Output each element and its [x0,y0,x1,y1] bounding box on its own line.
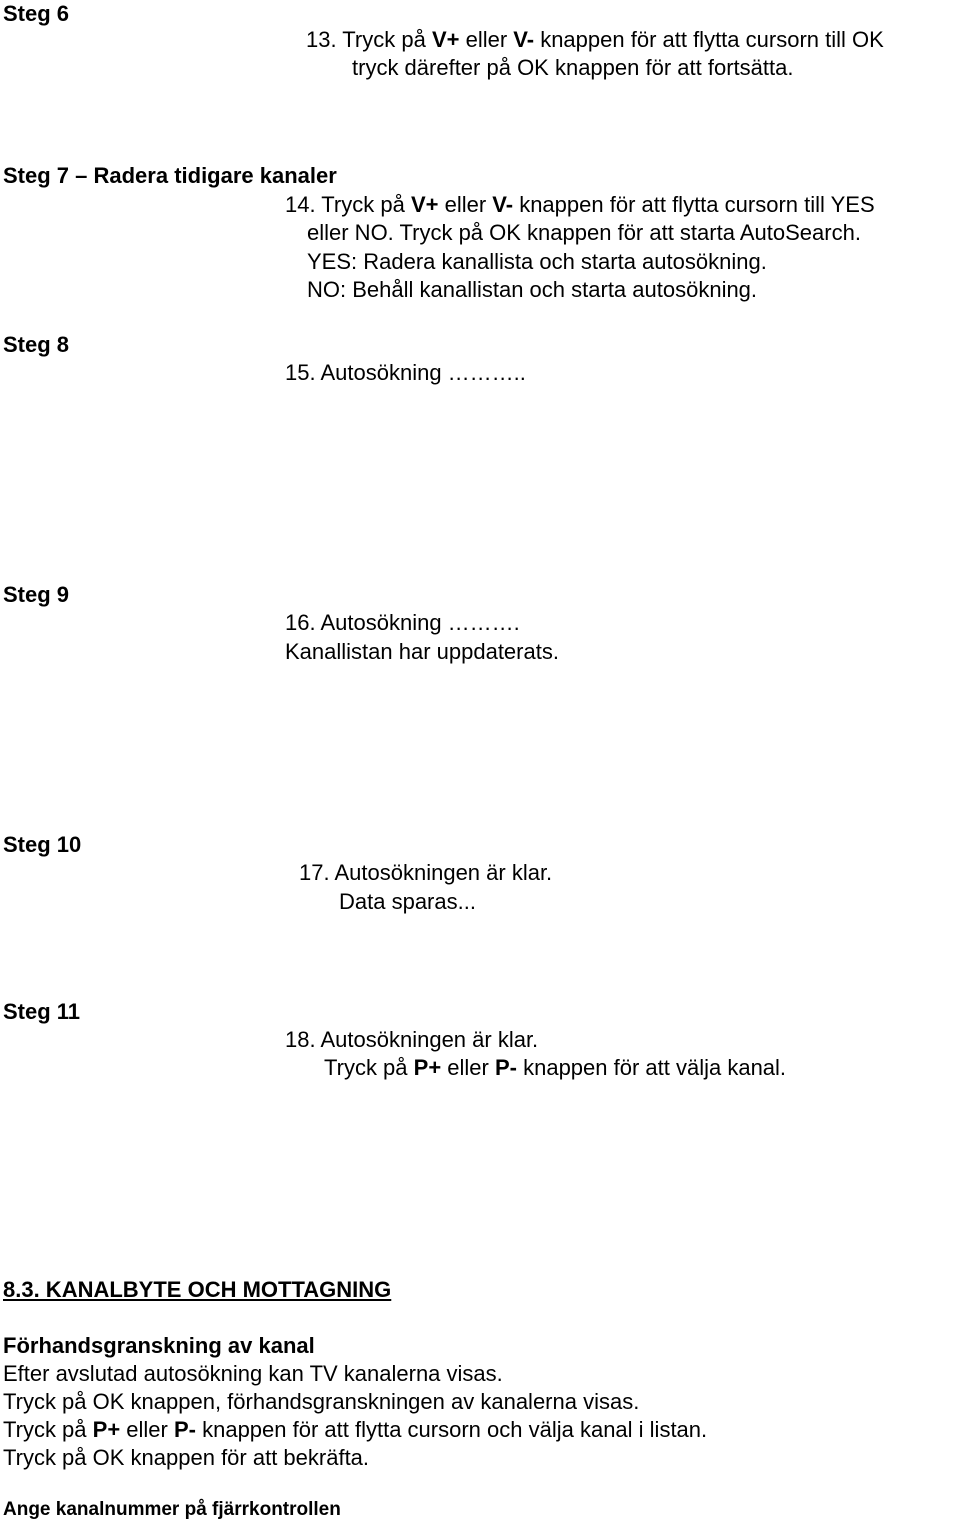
footer-heading: Ange kanalnummer på fjärrkontrollen [3,1499,341,1520]
text: Tryck på [3,1417,93,1442]
key-p-minus: P- [173,1417,196,1442]
step-7-line-3: YES: Radera kanallista och starta autosökning. [307,249,767,274]
key-v-minus: V- [492,192,514,217]
step-11-line-2 [324,1054,786,1082]
key-p-plus: P+ [92,1417,121,1442]
text: eller [459,27,514,52]
step-9-line-2: Kanallistan har uppdaterats. [285,639,559,664]
text: eller [120,1417,174,1442]
step-11-heading: Steg 11 [3,999,81,1024]
step-6-line-2: tryck därefter på OK knappen för att fortsätta. [352,55,794,80]
step-9-heading: Steg 9 [3,582,70,607]
step-7-line-2: eller NO. Tryck på OK knappen för att starta AutoSearch. [307,220,861,245]
text: eller [441,1055,495,1080]
step-10-line-1: 17. Autosökningen är klar. [299,860,553,885]
key-p-plus: P+ [413,1055,442,1080]
step-6-heading: Steg 6 [3,1,70,26]
section-paragraph-3 [3,1416,707,1444]
step-7-heading: Steg 7 – Radera tidigare kanaler [3,163,337,188]
text: eller [438,192,493,217]
step-8-heading: Steg 8 [3,332,70,357]
text: knappen för att flytta cursorn till OK [534,27,884,52]
step-7-line-4: NO: Behåll kanallistan och starta autosökning. [307,277,758,302]
text: 14. Tryck på [285,192,411,217]
step-10-line-2: Data sparas... [339,889,476,914]
section-title: 8.3. KANALBYTE OCH MOTTAGNING [3,1277,392,1302]
section-paragraph-4: Tryck på OK knappen för att bekräfta. [3,1445,370,1470]
key-p-minus: P- [494,1055,517,1080]
step-8-line-1: 15. Autosökning ……….. [285,360,526,385]
step-7-line-1 [285,191,875,219]
section-subtitle: Förhandsgranskning av kanal [3,1333,315,1358]
key-v-minus: V- [513,27,535,52]
section-paragraph-2: Tryck på OK knappen, förhandsgranskningen av kanalerna visas. [3,1389,640,1414]
step-11-line-1: 18. Autosökningen är klar. [285,1027,539,1052]
text: knappen för att välja kanal. [516,1055,787,1080]
text: 13. Tryck på [306,27,432,52]
key-v-plus: V+ [431,27,460,52]
step-10-heading: Steg 10 [3,832,82,857]
step-9-line-1: 16. Autosökning ………. [285,610,520,635]
step-6-line-1 [306,26,884,54]
text: knappen för att flytta cursorn och välja kanal i listan. [195,1417,708,1442]
section-paragraph-1: Efter avslutad autosökning kan TV kanalerna visas. [3,1361,503,1386]
key-v-plus: V+ [410,192,439,217]
text: Tryck på [324,1055,414,1080]
text: knappen för att flytta cursorn till YES [513,192,875,217]
